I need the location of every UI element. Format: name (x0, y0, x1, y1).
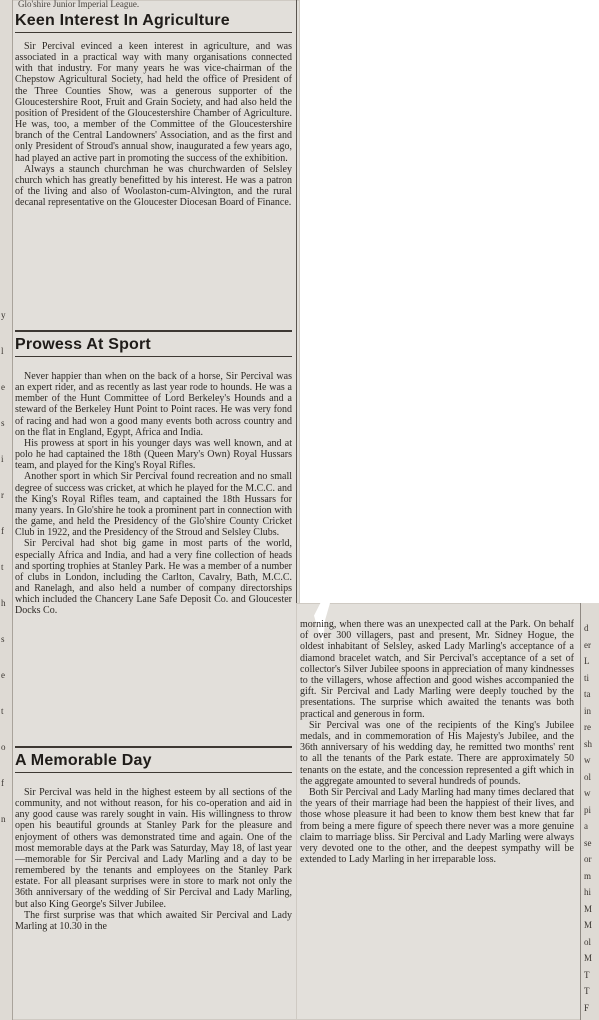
section-rule (15, 330, 292, 332)
edge-letter-fragment: M (584, 920, 593, 930)
edge-letter-fragment: r (1, 490, 4, 500)
section-heading: Keen Interest In Agriculture (15, 12, 230, 29)
paragraph: Sir Percival was held in the highest esteem by all sections of the community, and not without reason, for his co-operation and aid in any good cause was rarely sought in vain. His willingness to throw open his beautiful grounds at Stanley Park for the pleasure and enjoyment of others was demonstrated time and again. One of the most memorable days at the Park was Saturday, May 18, of last year—memorable for Sir Percival and Lady Marling and a day to be remembered by the tenants and employees on the Stanley Park estate. For all pleasant surprises were in store to mark not only the 36th anniversary of the wedding of Sir Percival and Lady Marling, but also King George's Silver Jubilee. (15, 787, 292, 910)
edge-letter-fragment: s (1, 634, 5, 644)
edge-letter-fragment: sh (584, 738, 593, 749)
edge-letter-fragment: e (1, 670, 5, 680)
edge-letter-fragment: se (584, 837, 592, 848)
paragraph: Another sport in which Sir Percival found recreation and no small degree of success was cricket, at which he played for the M.C.C. and the King's Royal Rifles team, and captained the 18th Hussars for many years. In Glo'shire he took a prominent part in connection with the game, and held the Presidency of the Glo'shire County Cricket Club in 1922, and the Presidency of the Stroud and Selsley Clubs. (15, 471, 292, 539)
edge-letter-fragment: e (1, 382, 5, 392)
edge-letter-fragment: n (1, 814, 6, 824)
paragraph: Sir Percival was one of the recipients of the King's Jubilee medals, and in commemoration of His Majesty's Jubilee, and the 36th anniversary of his wedding day, he remitted two months' rent to all the tenants of the Park estate. There are approximately 50 tenants on the estate, and the concession represented a gift which in the aggregate amounted to several hundreds of pounds. (300, 719, 574, 787)
paragraph: His prowess at sport in his younger days was well known, and at polo he had captained the 18th (Queen Mary's Own) Royal Hussars team, and played for the King's Royal Rifles. (15, 437, 292, 472)
edge-letter-fragment: l (1, 346, 4, 356)
edge-letter-fragment: or (584, 854, 592, 864)
paragraph: Never happier than when on the back of a horse, Sir Percival was an expert rider, and as recently as last year rode to hounds. He was a member of the Hunt Committee of Lord Berkeley's Hounds and a steward of the Berkeley Hunt Point to Point races. He was very fond of racing and had won a good many events both across country and on the flat in England, Egypt, Africa and India. (15, 371, 292, 438)
edge-letter-fragment: M (584, 953, 593, 963)
edge-letter-fragment: d (584, 623, 589, 633)
edge-letter-fragment: m (584, 870, 592, 881)
section-rule (15, 746, 292, 748)
edge-letter-fragment: L (584, 656, 590, 666)
section-sport (15, 328, 292, 616)
edge-letter-fragment: h (1, 598, 6, 608)
section-heading: A Memorable Day (15, 752, 152, 769)
torn-left-edge (0, 0, 13, 1020)
section-agriculture (15, 12, 292, 208)
edge-letter-fragment: T (584, 969, 590, 980)
paragraph: Sir Percival had shot big game in most parts of the world, especially Africa and India, and had a very fine collection of heads and sporting trophies at Stanley Park. He was a member of a number of clubs in London, including the Carlton, Cavalry, Bath, M.C.C. and Ranelagh, and also held a number of company directorships which included the Chancery Lane Safe Deposit Co. and Gloucester Docks Co. (15, 538, 292, 617)
heading-rule (15, 356, 292, 357)
edge-letter-fragment: M (584, 903, 593, 914)
section-memorable-day (15, 744, 292, 932)
edge-letter-fragment: pi (584, 804, 592, 815)
paragraph: Sir Percival evinced a keen interest in agriculture, and was associated in a practical way with many organisations connected with that industry. For many years he was vice-chairman of the Chepstow Agricultural Society, had held the office of President of the Three Counties Show, was a generous supporter of the Gloucestershire Root, Fruit and Grain Society, and had also held the position of President of the Gloucestershire Chamber of Agriculture. He was, too, a member of the Committee of the Gloucestershire branch of the Central Landowners' Association, and as the first and only President of Stroud's annual show, inaugurated a few years ago, had played an active part in promoting the success of the exhibition. (15, 41, 292, 164)
edge-letter-fragment: y (1, 310, 6, 320)
edge-letter-fragment: in (584, 705, 592, 716)
edge-letter-fragment: F (584, 1002, 590, 1013)
edge-letter-fragment: s (1, 418, 5, 428)
edge-letter-fragment: ol (584, 771, 592, 782)
section-heading: Prowess At Sport (15, 336, 151, 353)
paragraph: Always a staunch churchman he was churchwarden of Selsley church which has greatly benefitted by his interest. He was a patron of the living and also of Woolaston-cum-Alvington, and the rural decanal representative on the Gloucester Diocesan Board of Finance. (15, 163, 292, 209)
edge-letter-fragment: f (1, 778, 4, 788)
edge-letter-fragment: ta (584, 689, 591, 699)
edge-letter-fragment: er (584, 639, 591, 650)
edge-letter-fragment: t (1, 706, 4, 716)
paragraph: Both Sir Percival and Lady Marling had many times declared that the years of their marriage had been the happiest of their lives, and those whose pleasure it had been to know them best knew that far from being a mere figure of speech there never was a more genuine claim to marriage bliss. Sir Percival and Lady Marling were always very devoted one to the other, and the deepest sympathy will be extended to Lady Marling in her irreparable loss. (300, 787, 574, 866)
edge-letter-fragment: hi (584, 887, 592, 897)
edge-letter-fragment: T (584, 986, 590, 996)
edge-letter-fragment: a (584, 821, 588, 831)
edge-letter-fragment: f (1, 526, 4, 536)
paragraph: morning, when there was an unexpected call at the Park. On behalf of over 300 villagers, past and present, Mr. Sidney Hogue, the oldest inhabitant of Selsley, asked Lady Marling's acceptance of a diamond bracelet watch, and Sir Percival's acceptance of a set of collector's Silver Jubilee spoons in appreciation of many kindnesses to the villagers, whose affection and good wishes accompanied the gift. Sir Percival and Lady Marling were deeply touched by the presentations. The surprise which awaited the tenants was both practical and generous in form. (300, 619, 574, 720)
edge-letter-fragment: w (584, 755, 591, 765)
edge-letter-fragment: w (584, 788, 591, 798)
paragraph: The first surprise was that which awaited Sir Percival and Lady Marling at 10.30 in the (15, 909, 292, 932)
edge-letter-fragment: o (1, 742, 6, 752)
edge-letter-fragment: re (584, 722, 591, 732)
article-column-right (300, 619, 574, 865)
adjacent-column-fragment (580, 603, 599, 1020)
edge-letter-fragment: t (1, 562, 4, 572)
edge-letter-fragment: ti (584, 672, 590, 683)
edge-letter-fragment: i (1, 454, 4, 464)
edge-letter-fragment: ol (584, 936, 592, 947)
clipping-right (296, 603, 599, 1020)
masthead-fragment: Glo'shire Junior Imperial League. (18, 0, 140, 9)
heading-rule (15, 772, 292, 773)
